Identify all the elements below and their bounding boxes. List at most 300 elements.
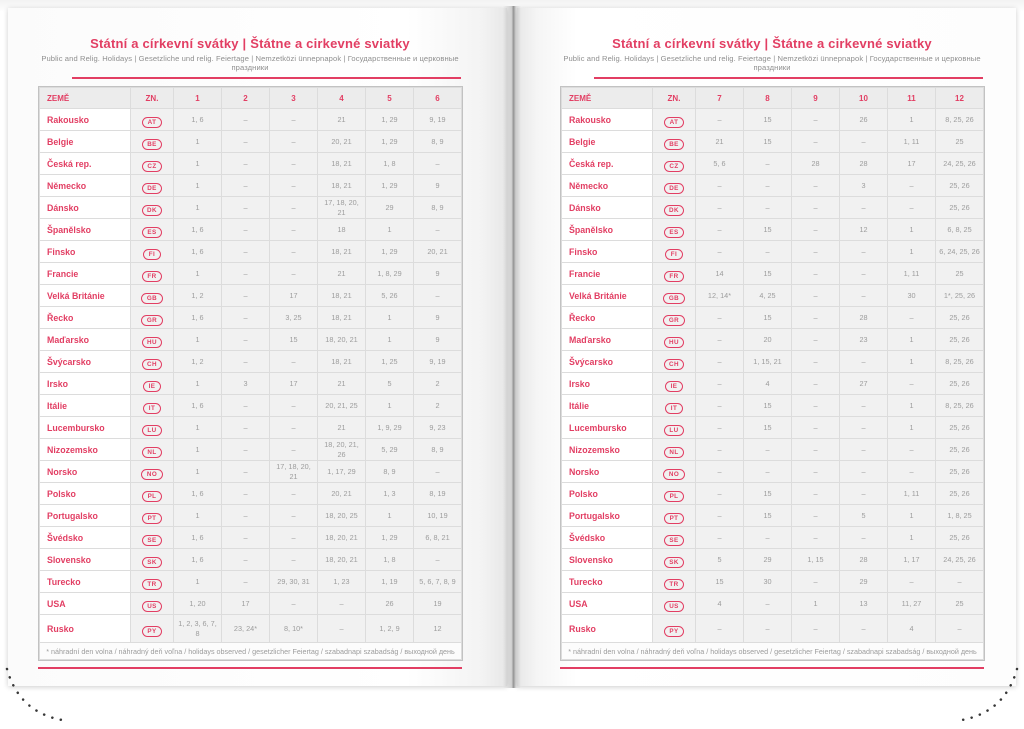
column-header-month: 1 <box>174 88 221 108</box>
holiday-days-cell: 9, 23 <box>414 417 461 438</box>
column-header-month: 9 <box>792 88 839 108</box>
holiday-days-cell: 28 <box>840 153 887 174</box>
country-code-badge: GR <box>141 315 162 326</box>
country-code-cell <box>131 285 173 306</box>
column-header-month: 4 <box>318 88 365 108</box>
country-code-badge: DE <box>142 183 163 194</box>
holiday-days-cell: – <box>222 527 269 548</box>
column-header-country: ZEMĚ <box>562 88 652 108</box>
holiday-days-cell: 9, 19 <box>414 109 461 130</box>
country-name: Turecko <box>40 571 130 592</box>
holiday-days-cell: – <box>696 417 743 438</box>
holiday-days-cell: 19 <box>414 593 461 614</box>
country-code-badge: LU <box>142 425 162 436</box>
country-name: Česká rep. <box>562 153 652 174</box>
holiday-days-cell: – <box>840 131 887 152</box>
holiday-days-cell: 20, 21 <box>318 483 365 504</box>
holiday-days-cell: 18, 21 <box>318 175 365 196</box>
country-row <box>562 615 983 642</box>
country-code-cell <box>131 197 173 218</box>
country-name: Maďarsko <box>40 329 130 350</box>
country-name: Lucembursko <box>40 417 130 438</box>
column-header-code: ZN. <box>131 88 173 108</box>
holiday-days-cell: – <box>936 571 983 592</box>
country-code-cell <box>653 417 695 438</box>
holiday-days-cell: 18 <box>318 219 365 240</box>
holiday-days-cell: – <box>414 153 461 174</box>
holiday-days-cell: 8, 9 <box>366 461 413 482</box>
holiday-days-cell: 1, 8, 29 <box>366 263 413 284</box>
holiday-days-cell: 1 <box>888 527 935 548</box>
country-name: Rusko <box>562 615 652 642</box>
holiday-days-cell: – <box>222 549 269 570</box>
page-title: Státní a církevní svátky | Štátne a cirkevné sviatky <box>612 36 932 51</box>
country-row <box>562 285 983 306</box>
holiday-days-cell: 12 <box>414 615 461 642</box>
holiday-days-cell: 18, 20, 21 <box>318 527 365 548</box>
holiday-days-cell: – <box>222 417 269 438</box>
holiday-days-cell: 1 <box>174 175 221 196</box>
holiday-days-cell: – <box>696 505 743 526</box>
column-header-month: 8 <box>744 88 791 108</box>
holiday-days-cell: 15 <box>744 307 791 328</box>
holiday-days-cell: 11, 27 <box>888 593 935 614</box>
holiday-days-cell: – <box>222 571 269 592</box>
country-code-cell <box>653 527 695 548</box>
column-header-country: ZEMĚ <box>40 88 130 108</box>
holiday-days-cell: – <box>270 263 317 284</box>
holiday-days-cell: 25, 26 <box>936 329 983 350</box>
holiday-days-cell: – <box>270 439 317 460</box>
holiday-days-cell: 1, 23 <box>318 571 365 592</box>
holiday-days-cell: 1 <box>888 109 935 130</box>
holiday-days-cell: 1, 25 <box>366 351 413 372</box>
country-row <box>562 131 983 152</box>
holiday-days-cell: 18, 21 <box>318 153 365 174</box>
table-body <box>562 109 983 642</box>
holiday-days-cell: 24, 25, 26 <box>936 549 983 570</box>
country-row <box>40 307 461 328</box>
holiday-days-cell: 8, 19 <box>414 483 461 504</box>
holiday-days-cell: 1 <box>888 417 935 438</box>
country-code-badge: DE <box>664 183 685 194</box>
holiday-days-cell: 21 <box>318 263 365 284</box>
holiday-days-cell: 1, 15, 21 <box>744 351 791 372</box>
country-name: Německo <box>562 175 652 196</box>
country-code-cell <box>131 263 173 284</box>
holiday-days-cell: 1, 6 <box>174 241 221 262</box>
country-code-badge: GB <box>663 293 684 304</box>
holiday-days-cell: 1 <box>888 505 935 526</box>
country-code-cell <box>653 461 695 482</box>
country-code-badge: HU <box>664 337 685 348</box>
holiday-days-cell: 17 <box>888 153 935 174</box>
country-code-badge: CZ <box>664 161 684 172</box>
country-row <box>562 197 983 218</box>
holiday-days-cell: 25 <box>936 593 983 614</box>
holiday-days-cell: 1 <box>174 153 221 174</box>
holiday-days-cell: 1 <box>174 571 221 592</box>
holiday-days-cell: – <box>840 417 887 438</box>
country-name: Francie <box>40 263 130 284</box>
country-row <box>40 351 461 372</box>
holiday-days-cell: 1*, 25, 26 <box>936 285 983 306</box>
country-code-badge: PY <box>142 626 162 637</box>
country-code-badge: SK <box>664 557 685 568</box>
country-code-cell <box>653 549 695 570</box>
holiday-days-cell: 10, 19 <box>414 505 461 526</box>
holiday-days-cell: – <box>696 109 743 130</box>
holiday-days-cell: 4 <box>744 373 791 394</box>
holiday-days-cell: – <box>840 263 887 284</box>
country-row <box>562 593 983 614</box>
holiday-days-cell: – <box>270 417 317 438</box>
holiday-days-cell: 1 <box>174 263 221 284</box>
country-code-cell <box>653 439 695 460</box>
holiday-days-cell: 5, 26 <box>366 285 413 306</box>
holiday-days-cell: 6, 8, 25 <box>936 219 983 240</box>
holiday-days-cell: 15 <box>744 263 791 284</box>
holiday-days-cell: – <box>222 131 269 152</box>
country-code-cell <box>653 197 695 218</box>
holiday-days-cell: 15 <box>744 219 791 240</box>
holiday-days-cell: 4 <box>888 615 935 642</box>
holiday-days-cell: 25 <box>936 131 983 152</box>
holiday-days-cell: 1 <box>366 505 413 526</box>
holiday-days-cell: – <box>792 109 839 130</box>
holiday-days-cell: – <box>696 439 743 460</box>
country-row <box>562 527 983 548</box>
country-code-badge: CZ <box>142 161 162 172</box>
holiday-days-cell: 5, 29 <box>366 439 413 460</box>
holiday-days-cell: – <box>270 219 317 240</box>
country-row <box>562 219 983 240</box>
holiday-days-cell: – <box>270 153 317 174</box>
holiday-days-cell: – <box>792 483 839 504</box>
holiday-days-cell: – <box>888 307 935 328</box>
holiday-days-cell: 1 <box>366 307 413 328</box>
holiday-days-cell: – <box>270 175 317 196</box>
country-row <box>40 417 461 438</box>
column-header-code: ZN. <box>653 88 695 108</box>
country-code-badge: IE <box>665 381 683 392</box>
country-row <box>562 439 983 460</box>
holiday-days-cell: 1, 2 <box>174 351 221 372</box>
holiday-days-cell: 17, 18, 20, 21 <box>270 461 317 482</box>
holiday-days-cell: – <box>696 615 743 642</box>
holiday-days-cell: – <box>888 571 935 592</box>
country-name: Velká Británie <box>562 285 652 306</box>
column-header-month: 6 <box>414 88 461 108</box>
country-row <box>40 615 461 642</box>
page-right <box>517 8 1016 686</box>
country-code-cell <box>131 175 173 196</box>
holiday-days-cell: 12 <box>840 219 887 240</box>
country-row <box>40 483 461 504</box>
holiday-days-cell: – <box>222 153 269 174</box>
holiday-days-cell: 4, 25 <box>744 285 791 306</box>
holiday-days-cell: – <box>222 483 269 504</box>
header-rule <box>594 77 983 79</box>
holiday-days-cell: – <box>840 461 887 482</box>
holiday-days-cell: – <box>270 351 317 372</box>
holiday-days-cell: 9, 19 <box>414 351 461 372</box>
holiday-days-cell: – <box>792 131 839 152</box>
holiday-days-cell: 1 <box>888 351 935 372</box>
country-code-cell <box>131 329 173 350</box>
country-row <box>562 571 983 592</box>
country-row <box>562 351 983 372</box>
holiday-days-cell: – <box>414 285 461 306</box>
country-code-badge: SE <box>664 535 684 546</box>
country-code-badge: TR <box>142 579 162 590</box>
country-name: Velká Británie <box>40 285 130 306</box>
holiday-days-cell: – <box>222 307 269 328</box>
holiday-days-cell: 1 <box>174 461 221 482</box>
country-row <box>40 153 461 174</box>
country-code-badge: NO <box>141 469 162 480</box>
holiday-days-cell: – <box>222 219 269 240</box>
holiday-days-cell: 12, 14* <box>696 285 743 306</box>
holiday-days-cell: 3 <box>840 175 887 196</box>
holiday-days-cell: 1, 6 <box>174 395 221 416</box>
country-code-cell <box>653 153 695 174</box>
holiday-days-cell: – <box>792 329 839 350</box>
holiday-days-cell: 25, 26 <box>936 461 983 482</box>
column-header-month: 10 <box>840 88 887 108</box>
holiday-days-cell: 1, 15 <box>792 549 839 570</box>
country-code-cell <box>131 505 173 526</box>
country-code-cell <box>131 131 173 152</box>
country-row <box>40 197 461 218</box>
header-rule <box>72 77 461 79</box>
country-name: Řecko <box>562 307 652 328</box>
holiday-days-cell: – <box>840 285 887 306</box>
holiday-days-cell: 23 <box>840 329 887 350</box>
holiday-days-cell: 18, 20, 21 <box>318 329 365 350</box>
country-name: Rakousko <box>40 109 130 130</box>
holiday-days-cell: 1 <box>366 219 413 240</box>
holiday-days-cell: 1 <box>888 329 935 350</box>
holiday-days-cell: – <box>270 527 317 548</box>
country-name: Slovensko <box>40 549 130 570</box>
holiday-days-cell: 5 <box>366 373 413 394</box>
country-code-badge: NL <box>664 447 684 458</box>
holiday-days-cell: – <box>222 395 269 416</box>
country-code-badge: PL <box>142 491 162 502</box>
country-code-badge: PY <box>664 626 684 637</box>
holiday-days-cell: – <box>792 351 839 372</box>
holiday-days-cell: 1 <box>888 395 935 416</box>
page-bottom-rule <box>560 667 984 669</box>
holiday-days-cell: 5, 6 <box>696 153 743 174</box>
holiday-days-cell: 18, 21 <box>318 307 365 328</box>
holiday-days-cell: – <box>696 395 743 416</box>
holiday-days-cell: – <box>792 197 839 218</box>
holiday-days-cell: 28 <box>840 549 887 570</box>
country-code-badge: FI <box>143 249 160 260</box>
holiday-days-cell: 18, 20, 25 <box>318 505 365 526</box>
holiday-days-cell: – <box>270 197 317 218</box>
column-header-month: 7 <box>696 88 743 108</box>
holiday-days-cell: 30 <box>744 571 791 592</box>
country-name: Itálie <box>40 395 130 416</box>
country-code-cell <box>653 285 695 306</box>
country-name: Irsko <box>562 373 652 394</box>
holiday-days-cell: 17 <box>270 285 317 306</box>
country-name: Finsko <box>562 241 652 262</box>
country-code-cell <box>653 329 695 350</box>
holiday-days-cell: – <box>696 461 743 482</box>
holiday-days-cell: – <box>840 527 887 548</box>
country-code-cell <box>131 549 173 570</box>
country-name: Finsko <box>40 241 130 262</box>
page-title: Státní a církevní svátky | Štátne a cirkevné sviatky <box>90 36 410 51</box>
holiday-days-cell: 20, 21 <box>318 131 365 152</box>
holiday-days-cell: 5 <box>696 549 743 570</box>
country-code-badge: US <box>664 601 685 612</box>
country-code-badge: GB <box>141 293 162 304</box>
holiday-days-cell: – <box>792 505 839 526</box>
country-code-cell <box>131 307 173 328</box>
country-row <box>40 329 461 350</box>
country-code-badge: IT <box>665 403 682 414</box>
holiday-days-cell: 26 <box>366 593 413 614</box>
holiday-days-cell: – <box>792 615 839 642</box>
holiday-days-cell: – <box>792 175 839 196</box>
country-row <box>562 307 983 328</box>
holiday-days-cell: 1, 17, 29 <box>318 461 365 482</box>
holiday-days-cell: 1, 9, 29 <box>366 417 413 438</box>
holiday-days-cell: 21 <box>696 131 743 152</box>
country-code-cell <box>131 439 173 460</box>
country-code-cell <box>131 571 173 592</box>
holiday-days-cell: – <box>696 197 743 218</box>
holiday-days-cell: – <box>840 351 887 372</box>
country-code-cell <box>653 593 695 614</box>
holiday-days-cell: – <box>222 241 269 262</box>
holiday-days-cell: 1 <box>174 197 221 218</box>
country-row <box>562 263 983 284</box>
country-code-cell <box>653 175 695 196</box>
holiday-days-cell: – <box>696 373 743 394</box>
country-row <box>562 461 983 482</box>
country-code-cell <box>131 153 173 174</box>
holiday-days-cell: 3, 25 <box>270 307 317 328</box>
holiday-days-cell: 13 <box>840 593 887 614</box>
country-name: USA <box>562 593 652 614</box>
holiday-days-cell: 1 <box>888 241 935 262</box>
holiday-days-cell: – <box>696 241 743 262</box>
holiday-days-cell: 17 <box>270 373 317 394</box>
country-code-badge: FI <box>665 249 682 260</box>
holiday-days-cell: 28 <box>792 153 839 174</box>
country-row <box>562 153 983 174</box>
country-name: Španělsko <box>40 219 130 240</box>
holiday-days-cell: – <box>222 439 269 460</box>
country-code-badge: SE <box>142 535 162 546</box>
country-row <box>40 395 461 416</box>
country-name: Švédsko <box>40 527 130 548</box>
holiday-days-cell: 25 <box>936 263 983 284</box>
holiday-days-cell: 2 <box>414 395 461 416</box>
holiday-days-cell: 25, 26 <box>936 197 983 218</box>
holiday-days-cell: – <box>696 307 743 328</box>
holiday-days-cell: 1, 29 <box>366 109 413 130</box>
country-code-cell <box>131 219 173 240</box>
holiday-days-cell: 25, 26 <box>936 175 983 196</box>
holiday-days-cell: – <box>270 241 317 262</box>
country-code-cell <box>653 505 695 526</box>
page-subtitle: Public and Relig. Holidays | Gesetzliche und relig. Feiertage | Nemzetközi ünnepnapok | Государственные и церковные праздники <box>41 54 459 72</box>
country-name: Itálie <box>562 395 652 416</box>
country-name: Portugalsko <box>40 505 130 526</box>
holiday-days-cell: 1 <box>174 373 221 394</box>
holiday-days-cell: 18, 21 <box>318 241 365 262</box>
holiday-days-cell: 1, 2, 9 <box>366 615 413 642</box>
holiday-days-cell: – <box>222 109 269 130</box>
holiday-days-cell: 1, 6 <box>174 527 221 548</box>
country-code-cell <box>653 263 695 284</box>
country-code-cell <box>653 219 695 240</box>
holiday-days-cell: – <box>222 505 269 526</box>
holiday-days-cell: 23, 24* <box>222 615 269 642</box>
country-row <box>40 439 461 460</box>
holiday-days-cell: 21 <box>318 417 365 438</box>
country-code-badge: DK <box>142 205 163 216</box>
country-name: USA <box>40 593 130 614</box>
holiday-days-cell: 30 <box>888 285 935 306</box>
holiday-days-cell: 20, 21 <box>414 241 461 262</box>
country-row <box>40 505 461 526</box>
holiday-days-cell: – <box>792 285 839 306</box>
holiday-days-cell: – <box>792 461 839 482</box>
country-name: Francie <box>562 263 652 284</box>
holiday-days-cell: 15 <box>270 329 317 350</box>
holiday-days-cell: 8, 9 <box>414 197 461 218</box>
country-row <box>40 241 461 262</box>
country-name: Švédsko <box>562 527 652 548</box>
holiday-days-cell: 8, 10* <box>270 615 317 642</box>
holiday-days-cell: 2 <box>414 373 461 394</box>
holiday-days-cell: 18, 20, 21 <box>318 549 365 570</box>
country-name: Španělsko <box>562 219 652 240</box>
country-row <box>562 373 983 394</box>
holiday-days-cell: 8, 25, 26 <box>936 395 983 416</box>
holiday-days-cell: – <box>270 593 317 614</box>
holiday-days-cell: – <box>318 593 365 614</box>
country-name: Švýcarsko <box>40 351 130 372</box>
country-name: Slovensko <box>562 549 652 570</box>
holiday-days-cell: – <box>792 241 839 262</box>
holiday-days-cell: – <box>318 615 365 642</box>
country-code-cell <box>653 109 695 130</box>
holiday-days-cell: – <box>792 219 839 240</box>
holiday-days-cell: – <box>936 615 983 642</box>
holiday-days-cell: 15 <box>696 571 743 592</box>
country-name: Nizozemsko <box>40 439 130 460</box>
country-row <box>40 461 461 482</box>
country-name: Švýcarsko <box>562 351 652 372</box>
country-code-badge: LU <box>664 425 684 436</box>
country-code-badge: TR <box>664 579 684 590</box>
holiday-days-cell: – <box>744 461 791 482</box>
country-code-badge: CH <box>664 359 685 370</box>
holiday-days-cell: 5, 6, 7, 8, 9 <box>414 571 461 592</box>
country-code-cell <box>131 615 173 642</box>
holiday-days-cell: – <box>792 263 839 284</box>
country-code-cell <box>131 417 173 438</box>
